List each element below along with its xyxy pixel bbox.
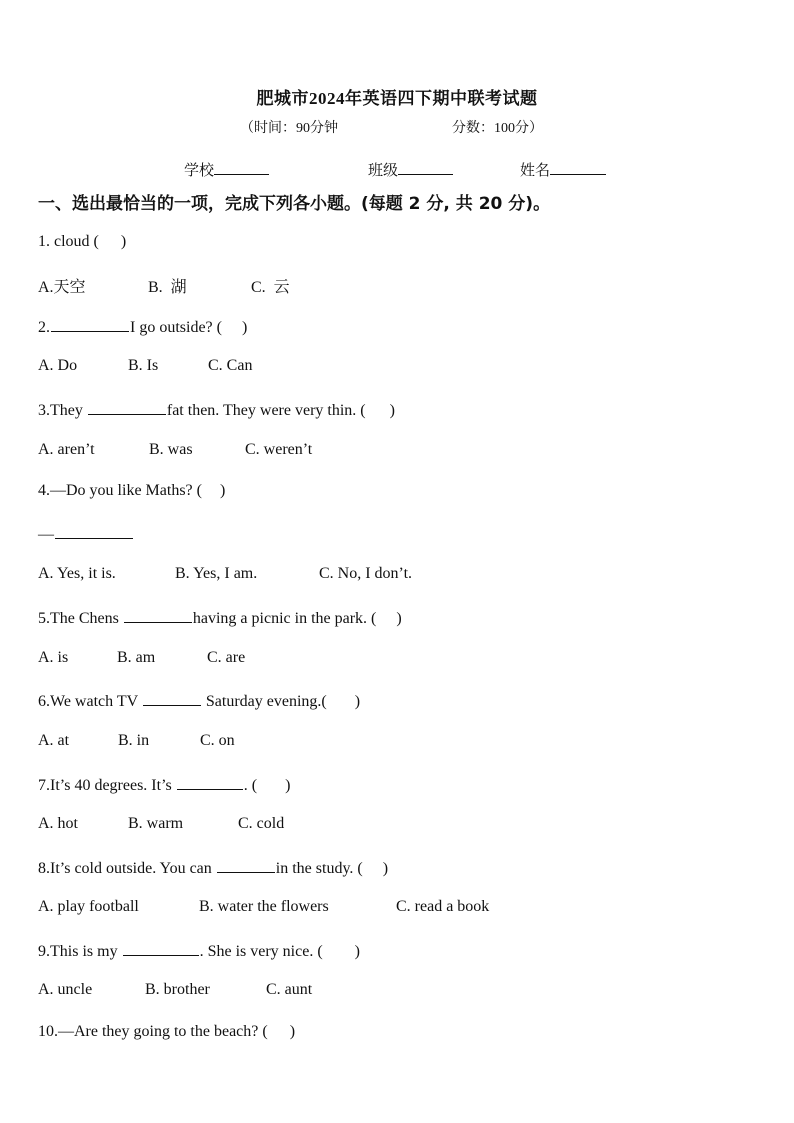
question-10-stem: 10.—Are they going to the beach? ( — [38, 1023, 268, 1040]
question-7-text: . ( ) — [243, 777, 291, 794]
option-2c[interactable]: C. Can — [208, 357, 253, 374]
option-1c[interactable]: C. 云 — [251, 279, 290, 296]
question-5-blank[interactable] — [124, 607, 192, 623]
question-1-paren: ) — [120, 233, 127, 250]
question-6-blank[interactable] — [143, 690, 201, 706]
option-6a[interactable]: A. at — [38, 732, 70, 749]
options-4 — [38, 565, 412, 583]
class-field — [368, 159, 453, 180]
question-10-paren: ) — [289, 1023, 296, 1040]
section-title: 一、选出最恰当的一项，完成下列各小题。(每题 2 分, 共 20 分)。 — [38, 194, 551, 214]
name-blank[interactable] — [550, 160, 606, 175]
option-1a[interactable]: A.天空 — [38, 279, 86, 296]
option-9a[interactable]: A. uncle — [38, 981, 93, 998]
question-8-blank[interactable] — [217, 857, 275, 873]
option-6c[interactable]: C. on — [200, 732, 235, 749]
question-2-text: I go outside? ( ) — [130, 319, 248, 336]
school-field — [184, 159, 269, 180]
question-5-num: 5.The Chens — [38, 610, 123, 627]
option-3b[interactable]: B. was — [149, 441, 193, 458]
question-4 — [38, 482, 225, 500]
question-3-num: 3.They — [38, 402, 87, 419]
options-7 — [38, 815, 284, 833]
question-4-dash: — — [38, 526, 54, 543]
option-3c[interactable]: C. weren’t — [245, 441, 313, 458]
question-3-blank[interactable] — [88, 399, 166, 415]
question-7 — [38, 774, 290, 795]
option-8b[interactable]: B. water the flowers — [199, 898, 329, 915]
question-10 — [38, 1023, 295, 1041]
option-7c[interactable]: C. cold — [238, 815, 285, 832]
question-7-num: 7.It’s 40 degrees. It’s — [38, 777, 176, 794]
options-2 — [38, 357, 252, 375]
class-blank[interactable] — [398, 160, 453, 175]
question-1 — [38, 233, 126, 251]
question-3 — [38, 399, 395, 420]
question-7-blank[interactable] — [177, 774, 243, 790]
option-4b[interactable]: B. Yes, I am. — [175, 565, 258, 582]
question-3-text: fat then. They were very thin. ( ) — [166, 402, 395, 419]
question-9-num: 9.This is my — [38, 943, 122, 960]
question-9-blank[interactable] — [123, 940, 199, 956]
school-label: 学校 — [184, 163, 215, 179]
options-9 — [38, 981, 312, 999]
question-8-num: 8.It’s cold outside. You can — [38, 860, 216, 877]
question-4-blank[interactable] — [55, 523, 133, 539]
question-4-reply — [38, 523, 134, 544]
school-blank[interactable] — [214, 160, 269, 175]
question-6-num: 6.We watch TV — [38, 693, 142, 710]
question-5-text: having a picnic in the park. ( ) — [192, 610, 402, 627]
exam-time: （时间：90分钟 — [240, 121, 338, 136]
exam-score: 分数：100分） — [452, 121, 543, 136]
option-1b[interactable]: B. 湖 — [148, 279, 187, 296]
option-5b[interactable]: B. am — [117, 649, 156, 666]
question-1-stem: 1. cloud ( — [38, 233, 99, 250]
option-3a[interactable]: A. aren’t — [38, 441, 95, 458]
name-field — [520, 159, 606, 180]
options-3 — [38, 441, 312, 459]
question-5 — [38, 607, 402, 628]
options-8 — [38, 898, 489, 916]
option-6b[interactable]: B. in — [118, 732, 150, 749]
option-5c[interactable]: C. are — [207, 649, 246, 666]
option-2b[interactable]: B. Is — [128, 357, 159, 374]
question-8-text: in the study. ( ) — [275, 860, 389, 877]
option-7a[interactable]: A. hot — [38, 815, 78, 832]
option-8c[interactable]: C. read a book — [396, 898, 490, 915]
option-9b[interactable]: B. brother — [145, 981, 210, 998]
question-6-text: Saturday evening.( ) — [201, 693, 361, 710]
options-5 — [38, 649, 245, 667]
question-4-paren: ) — [219, 482, 226, 499]
options-6 — [38, 732, 235, 750]
option-2a[interactable]: A. Do — [38, 357, 78, 374]
class-label: 班级 — [368, 163, 399, 179]
question-2 — [38, 316, 247, 337]
question-2-num: 2. — [38, 319, 50, 336]
option-8a[interactable]: A. play football — [38, 898, 139, 915]
exam-title: 肥城市2024年英语四下期中联考试题 — [256, 89, 538, 108]
question-9 — [38, 940, 360, 961]
option-9c[interactable]: C. aunt — [266, 981, 313, 998]
question-4-stem: 4.—Do you like Maths? ( — [38, 482, 202, 499]
option-4c[interactable]: C. No, I don’t. — [319, 565, 413, 582]
options-1 — [38, 274, 290, 297]
question-9-text: . She is very nice. ( ) — [199, 943, 360, 960]
name-label: 姓名 — [520, 163, 551, 179]
question-6 — [38, 690, 360, 711]
option-4a[interactable]: A. Yes, it is. — [38, 565, 116, 582]
question-8 — [38, 857, 388, 878]
option-5a[interactable]: A. is — [38, 649, 69, 666]
question-2-blank[interactable] — [51, 316, 129, 332]
option-7b[interactable]: B. warm — [128, 815, 184, 832]
